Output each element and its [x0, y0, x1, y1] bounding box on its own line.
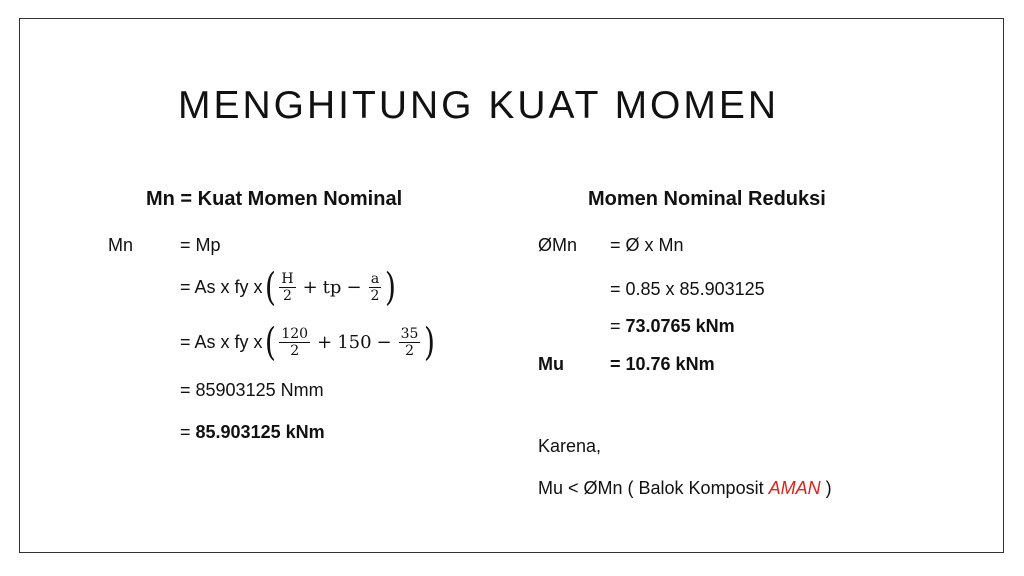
mn-label: Mn: [108, 235, 134, 255]
mn-knm-result: = 85.903125 kNm: [180, 422, 325, 442]
fraction-a-over-2: $\frac{a}{2}$: [370, 270, 380, 304]
phi-mn-label: ØMn: [538, 235, 578, 255]
karena-text: Karena,: [538, 436, 602, 456]
slide-title: MENGHITUNG KUAT MOMEN: [178, 84, 780, 127]
mn-formula-numeric: [180, 320, 437, 364]
symbolic-expression: ( $\frac{H}{2}$ + tp − $\frac{a}{2}$ ): [264, 265, 397, 309]
mu-value: = 10.76 kNm: [610, 354, 715, 374]
right-heading: Momen Nominal Reduksi: [588, 188, 826, 210]
conclusion-text: Mu < ØMn ( Balok Komposit AMAN ): [538, 478, 832, 498]
phi-mn-value: 73.0765 kNm: [625, 316, 735, 336]
mn-eq-mp: = Mp: [180, 235, 221, 255]
aman-highlight: AMAN: [768, 478, 821, 498]
phi-mn-numeric: = 0.85 x 85.903125: [610, 279, 765, 299]
fraction-120-over-2: $\frac{120}{2}$: [281, 325, 309, 359]
phi-mn-formula: = Ø x Mn: [610, 235, 684, 255]
fraction-h-over-2: $\frac{H}{2}$: [281, 270, 294, 304]
mn-nmm-value: = 85903125 Nmm: [180, 380, 324, 400]
phi-mn-result: = 73.0765 kNm: [610, 316, 735, 336]
mn-formula-symbolic: [180, 265, 398, 309]
formula-prefix: = As x fy x: [180, 331, 263, 352]
formula-prefix: = As x fy x: [180, 276, 263, 297]
numeric-expression: ( $\frac{120}{2}$ + 150 − $\frac{35}{2}$ ): [264, 320, 436, 364]
fraction-35-over-2: $\frac{35}{2}$: [400, 325, 419, 359]
mu-label: Mu: [538, 354, 564, 374]
left-heading: Mn = Kuat Momen Nominal: [146, 188, 403, 210]
mn-knm-value: 85.903125 kNm: [195, 422, 325, 442]
